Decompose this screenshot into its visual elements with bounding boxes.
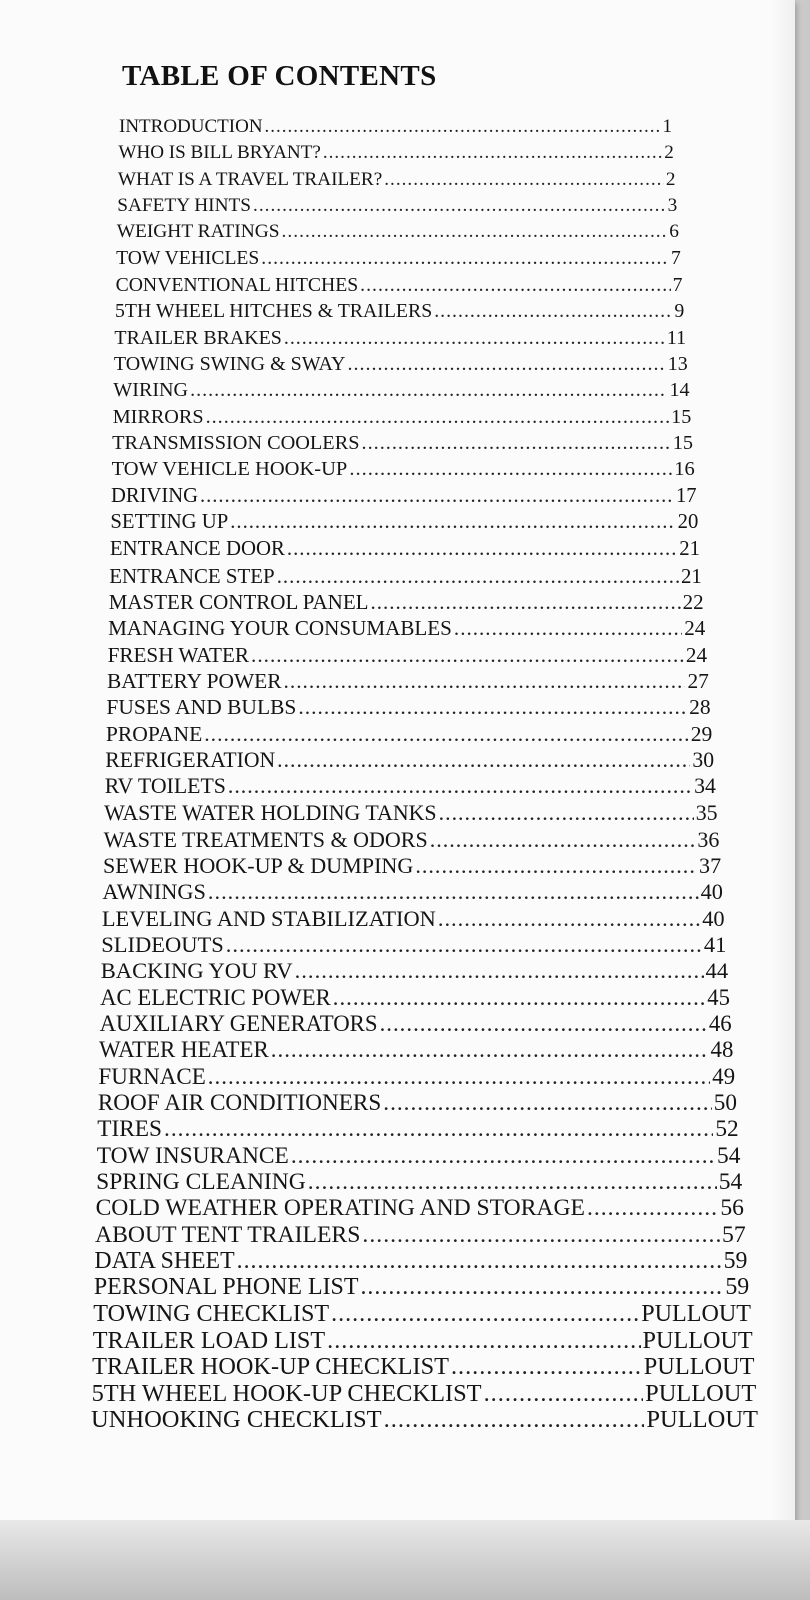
toc-entry-page-number: PULLOUT: [643, 1353, 755, 1381]
toc-entry: [116, 248, 681, 270]
toc-entry-page-number: 14: [669, 379, 690, 402]
toc-entry-page-number: 54: [717, 1142, 741, 1169]
toc-entry: [104, 800, 717, 826]
toc-entry: [107, 669, 709, 694]
toc-entry-page-number: 34: [694, 774, 716, 799]
toc-entry: [95, 1222, 746, 1249]
toc-entry-title: ABOUT TENT TRAILERS: [95, 1221, 361, 1248]
dot-leader: [333, 985, 705, 1011]
toc-entry: [97, 1143, 741, 1170]
toc-entry: [94, 1248, 747, 1275]
dot-leader: [371, 590, 681, 615]
toc-entry: [114, 353, 688, 376]
dot-leader: [484, 1380, 644, 1408]
toc-entry: [101, 958, 728, 984]
toc-entry-title: WHAT IS A TRAVEL TRAILER?: [117, 168, 383, 190]
toc-entry-page-number: 57: [722, 1221, 746, 1248]
toc-entry: [116, 274, 683, 297]
toc-entry: [119, 116, 672, 138]
toc-entry-page-number: 7: [670, 247, 681, 269]
dot-leader: [362, 432, 671, 455]
toc-entry: [117, 195, 677, 217]
toc-entry-title: COLD WEATHER OPERATING AND STORAGE: [95, 1195, 585, 1222]
toc-entry: [102, 906, 725, 932]
toc-entry: [99, 1037, 733, 1063]
dot-leader: [265, 116, 661, 138]
toc-entry: [93, 1301, 751, 1328]
toc-entry-title: FURNACE: [98, 1063, 206, 1089]
toc-entry-title: DATA SHEET: [94, 1248, 235, 1275]
toc-entry-title: TOWING CHECKLIST: [93, 1300, 330, 1327]
dot-leader: [295, 958, 704, 984]
toc-entry: [111, 485, 697, 508]
toc-entry-title: TRAILER HOOK-UP CHECKLIST: [92, 1353, 449, 1381]
toc-entry-page-number: 46: [708, 1011, 732, 1037]
toc-entry-page-number: PULLOUT: [646, 1406, 758, 1433]
toc-entry-title: DRIVING: [111, 484, 198, 507]
toc-entry: [113, 406, 692, 429]
toc-entry-title: WATER HEATER: [99, 1037, 269, 1063]
toc-entry: [110, 511, 698, 534]
toc-entry-title: WHO IS BILL BRYANT?: [118, 142, 321, 164]
dot-leader: [383, 1090, 711, 1117]
toc-entry-page-number: 21: [679, 537, 701, 561]
dot-leader: [430, 827, 696, 853]
toc-entry-title: PERSONAL PHONE LIST: [93, 1274, 359, 1301]
toc-entry-title: WEIGHT RATINGS: [116, 221, 280, 243]
toc-entry-title: ENTRANCE DOOR: [109, 537, 285, 561]
toc-entry-title: SPRING CLEANING: [96, 1169, 306, 1196]
toc-entry: [100, 985, 730, 1011]
toc-entry-title: CONVENTIONAL HITCHES: [115, 273, 359, 296]
toc-entry-page-number: 6: [669, 221, 679, 243]
toc-entry: [98, 1090, 737, 1117]
dot-leader: [380, 1011, 707, 1037]
toc-entry: [97, 1116, 738, 1143]
dot-leader: [284, 669, 686, 694]
toc-entry: [110, 537, 700, 561]
dot-leader: [415, 853, 697, 879]
dot-leader: [251, 643, 684, 668]
toc-entry: [105, 748, 714, 773]
toc-entry-title: TRANSMISSION COOLERS: [112, 431, 360, 454]
toc-entry-page-number: 40: [702, 905, 725, 931]
toc-entry-page-number: PULLOUT: [645, 1379, 757, 1407]
toc-entry-page-number: 1: [662, 116, 672, 137]
toc-entry-page-number: 2: [664, 142, 674, 164]
dot-leader: [454, 616, 682, 641]
dot-leader: [237, 1248, 722, 1275]
toc-entry-page-number: 59: [723, 1248, 748, 1275]
toc-entry-title: 5TH WHEEL HOOK-UP CHECKLIST: [91, 1379, 482, 1407]
toc-entry: [115, 300, 684, 323]
toc-entry: [104, 827, 720, 853]
toc-entry-page-number: 50: [713, 1090, 737, 1117]
toc-entry-page-number: 54: [718, 1169, 743, 1196]
toc-entry-title: ENTRANCE STEP: [109, 563, 275, 588]
dot-leader: [230, 511, 675, 534]
toc-entry: [96, 1195, 744, 1222]
toc-entry-page-number: 59: [725, 1274, 750, 1301]
dot-leader: [348, 353, 666, 376]
toc-entry: [98, 1064, 735, 1090]
toc-entry-page-number: 11: [666, 326, 687, 349]
dot-leader: [204, 722, 688, 747]
toc-entry: [114, 327, 686, 350]
dot-leader: [277, 748, 690, 773]
dot-leader: [327, 1327, 640, 1355]
toc-entry-title: TRAILER BRAKES: [114, 326, 282, 349]
toc-entry-title: TOWING SWING & SWAY: [113, 352, 346, 375]
dot-leader: [587, 1195, 718, 1222]
dot-leader: [287, 537, 677, 561]
dot-leader: [360, 274, 671, 297]
dot-leader: [277, 564, 679, 589]
toc-entry-page-number: 27: [687, 668, 709, 693]
toc-entry: [100, 1011, 732, 1037]
dot-leader: [298, 695, 687, 720]
toc-entry-page-number: 7: [672, 273, 683, 296]
dot-leader: [384, 1406, 645, 1434]
toc-entry-title: TOW INSURANCE: [96, 1142, 289, 1169]
dot-leader: [451, 1353, 642, 1381]
toc-entry-page-number: 45: [707, 984, 730, 1010]
toc-entry-title: REFRIGERATION: [105, 747, 276, 772]
toc-entry-title: FRESH WATER: [107, 642, 250, 667]
toc-entry-page-number: 17: [675, 484, 697, 507]
toc-entry-page-number: 2: [665, 168, 676, 190]
toc-entry-title: WASTE WATER HOLDING TANKS: [104, 800, 437, 826]
toc-entry: [106, 695, 710, 720]
toc-entry-page-number: 48: [710, 1037, 734, 1063]
toc-entry-page-number: 20: [677, 510, 699, 533]
dot-leader: [362, 1222, 720, 1249]
toc-entry: [117, 221, 679, 243]
dot-leader: [439, 800, 694, 826]
toc-entry-page-number: 22: [682, 589, 704, 614]
toc-entry-page-number: 36: [697, 826, 720, 852]
toc-entry-page-number: 9: [674, 300, 685, 323]
toc-entry: [113, 379, 689, 402]
dot-leader: [284, 327, 665, 350]
toc-entry-title: BACKING YOU RV: [100, 958, 293, 984]
dot-leader: [384, 169, 664, 191]
toc-entry-title: SAFETY HINTS: [117, 194, 252, 216]
toc-entry: [112, 458, 695, 481]
dot-leader: [291, 1143, 715, 1170]
toc-entry-page-number: 44: [705, 958, 729, 984]
dot-leader: [190, 379, 667, 402]
dot-leader: [282, 221, 668, 243]
toc-entry: [96, 1169, 742, 1196]
dot-leader: [271, 1037, 709, 1063]
toc-entry-title: WIRING: [113, 379, 189, 402]
dot-leader: [208, 1064, 710, 1090]
dot-leader: [228, 774, 692, 799]
toc-entry-title: ROOF AIR CONDITIONERS: [97, 1090, 382, 1117]
toc-entry-title: MANAGING YOUR CONSUMABLES: [108, 616, 452, 641]
toc-entry-page-number: 52: [715, 1116, 739, 1143]
dot-leader: [164, 1116, 713, 1143]
toc-entry: [108, 643, 708, 668]
toc-entry-title: TRAILER LOAD LIST: [92, 1327, 326, 1355]
toc-entry: [109, 564, 702, 589]
dot-leader: [349, 458, 672, 481]
toc-entry: [108, 616, 705, 641]
toc-entry-title: SETTING UP: [110, 510, 229, 533]
toc-entry: [103, 853, 721, 879]
toc-entry: [118, 142, 673, 164]
dot-leader: [438, 906, 700, 932]
toc-entry: [102, 879, 722, 905]
toc-entry-title: FUSES AND BULBS: [106, 695, 297, 720]
toc-entry-title: SLIDEOUTS: [101, 932, 224, 958]
toc-entry-page-number: 30: [692, 747, 715, 772]
toc-entry-page-number: PULLOUT: [641, 1300, 751, 1327]
dot-leader: [253, 195, 666, 217]
dot-leader: [226, 932, 702, 958]
dot-leader: [331, 1301, 639, 1328]
toc-entry-page-number: PULLOUT: [642, 1327, 753, 1355]
toc-entry-title: RV TOILETS: [104, 774, 226, 799]
dot-leader: [308, 1169, 717, 1196]
toc-entry-page-number: 37: [699, 853, 722, 879]
toc-entry-title: LEVELING AND STABILIZATION: [101, 905, 436, 931]
toc-entry-page-number: 28: [689, 695, 711, 720]
toc-entry-title: INTRODUCTION: [119, 116, 263, 137]
dot-leader: [206, 406, 670, 429]
toc-entry: [91, 1406, 758, 1434]
toc-entry-page-number: 49: [712, 1063, 736, 1089]
dot-leader: [360, 1274, 723, 1301]
dot-leader: [208, 879, 699, 905]
toc-entry-title: UNHOOKING CHECKLIST: [91, 1406, 382, 1433]
toc-entry-title: 5TH WHEEL HITCHES & TRAILERS: [115, 300, 433, 323]
toc-entry-page-number: 15: [672, 431, 694, 454]
toc-entry: [105, 774, 716, 799]
toc-entry: [94, 1274, 749, 1301]
toc-entry-title: AC ELECTRIC POWER: [100, 984, 331, 1010]
dot-leader: [434, 300, 672, 323]
toc-entry: [109, 590, 704, 615]
dot-leader: [261, 248, 669, 270]
toc-entry-title: TIRES: [97, 1116, 162, 1143]
toc-entry: [93, 1327, 753, 1355]
toc-entry-title: MASTER CONTROL PANEL: [108, 589, 369, 614]
toc-entry-page-number: 40: [700, 879, 723, 905]
toc-entry-title: BATTERY POWER: [107, 668, 282, 693]
toc-entry: [106, 722, 713, 747]
toc-entry-title: AWNINGS: [102, 879, 206, 905]
toc-entry-title: TOW VEHICLE HOOK-UP: [111, 458, 348, 481]
page-title: TABLE OF CONTENTS: [122, 60, 437, 92]
toc-entry-title: TOW VEHICLES: [116, 247, 260, 269]
toc-entry-title: WASTE TREATMENTS & ODORS: [103, 826, 428, 852]
toc-entry: [92, 1353, 754, 1381]
toc-entry-title: AUXILIARY GENERATORS: [99, 1011, 378, 1037]
toc-entry-page-number: 15: [671, 405, 692, 428]
toc-entry-page-number: 13: [667, 352, 688, 375]
toc-entry-title: MIRRORS: [112, 405, 204, 428]
page-bottom-edge: [0, 1520, 810, 1600]
toc-entry-page-number: 35: [695, 800, 718, 826]
toc-entry-page-number: 16: [674, 458, 695, 481]
toc-entry-page-number: 24: [684, 616, 706, 641]
page-shadow: [770, 0, 810, 1530]
toc-entry: [92, 1380, 757, 1408]
toc-entry-title: PROPANE: [105, 721, 203, 746]
toc-entry-page-number: 41: [703, 932, 727, 958]
dot-leader: [323, 142, 662, 164]
toc-entry-page-number: 21: [680, 563, 702, 588]
toc-entry-title: SEWER HOOK-UP & DUMPING: [103, 853, 414, 879]
toc-entry-page-number: 24: [685, 642, 708, 667]
toc-entry-page-number: 56: [720, 1195, 744, 1222]
dot-leader: [200, 485, 674, 508]
toc-entry: [118, 169, 676, 191]
toc-entry-page-number: 3: [667, 194, 678, 216]
toc-entry: [101, 932, 726, 958]
toc-entry: [112, 432, 693, 455]
toc-entry-page-number: 29: [690, 721, 713, 746]
